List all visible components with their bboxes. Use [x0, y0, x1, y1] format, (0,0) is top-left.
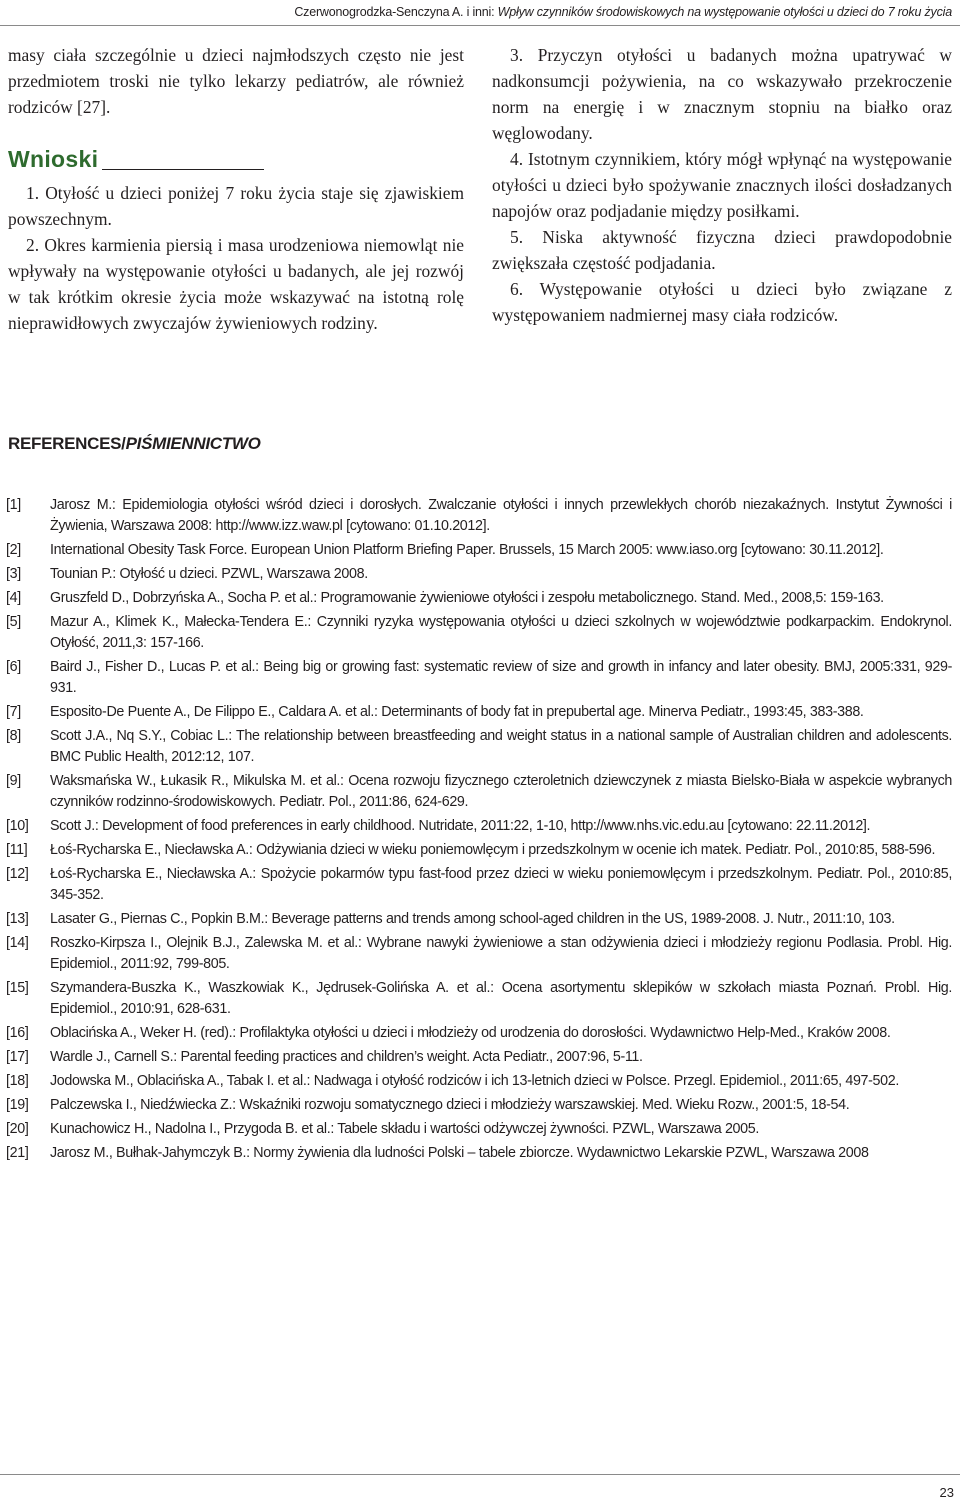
- reference-number: [10]: [6, 818, 29, 834]
- reference-number: [3]: [6, 566, 21, 582]
- reference-item: [0, 588, 960, 609]
- reference-item: [0, 978, 960, 1020]
- reference-item: [0, 816, 960, 837]
- reference-item: [0, 1071, 960, 1092]
- reference-number: [12]: [6, 866, 29, 882]
- reference-text: Oblacińska A., Weker H. (red).: Profilaktyka otyłości u dzieci i młodzieży od urodzenia do dorosłości. Wydawnictwo Help-Med., Kraków 2008.: [50, 1025, 891, 1041]
- reference-item: [0, 564, 960, 585]
- reference-text: Esposito-De Puente A., De Filippo E., Caldara A. et al.: Determinants of body fat in prepubertal age. Minerva Pediatr., 1993:45, 383-388.: [50, 704, 864, 720]
- reference-number: [11]: [6, 842, 28, 858]
- reference-item: [0, 495, 960, 537]
- reference-text: Gruszfeld D., Dobrzyńska A., Socha P. et al.: Programowanie żywieniowe otyłości i zespołu metabolicznego. Stand. Med., 2008,5: 159-163.: [50, 590, 884, 606]
- reference-number: [7]: [6, 704, 21, 720]
- reference-item: [0, 612, 960, 654]
- reference-item: [0, 1047, 960, 1068]
- reference-item: [0, 864, 960, 906]
- reference-item: [0, 702, 960, 723]
- reference-number: [15]: [6, 980, 29, 996]
- conclusion-item: 6. Występowanie otyłości u dzieci było związane z występowaniem nadmiernej masy ciała rodziców.: [492, 279, 952, 325]
- reference-number: [1]: [6, 497, 21, 513]
- right-column: [492, 42, 952, 328]
- references-heading-pl: PIŚMIENNICTWO: [125, 434, 261, 453]
- reference-item: [0, 540, 960, 561]
- reference-number: [8]: [6, 728, 21, 744]
- reference-number: [17]: [6, 1049, 29, 1065]
- reference-number: [21]: [6, 1145, 29, 1161]
- intro-paragraph: masy ciała szczególnie u dzieci najmłodszych często nie jest przedmiotem troski nie tylko lekarzy pediatrów, ale również rodziców [27].: [8, 45, 464, 117]
- reference-number: [2]: [6, 542, 21, 558]
- reference-number: [6]: [6, 659, 21, 675]
- reference-text: Kunachowicz H., Nadolna I., Przygoda B. et al.: Tabele składu i wartości odżywczej żywności. PZWL, Warszawa 2005.: [50, 1121, 759, 1137]
- reference-item: [0, 726, 960, 768]
- references-heading-en: REFERENCES/: [8, 434, 126, 453]
- conclusion-item: 4. Istotnym czynnikiem, który mógł wpłynąć na występowanie otyłości u dzieci było spożywanie znacznych ilości dosładzanych napojów oraz podjadanie między posiłkami.: [492, 149, 952, 221]
- reference-item: [0, 933, 960, 975]
- page-number: 23: [939, 1485, 954, 1500]
- footer-divider: [0, 1474, 960, 1475]
- running-head-title: Wpływ czynników środowiskowych na występowanie otyłości u dzieci do 7 roku życia: [497, 5, 952, 19]
- reference-number: [9]: [6, 773, 21, 789]
- reference-text: Palczewska I., Niedźwiecka Z.: Wskaźniki rozwoju somatycznego dzieci i młodzieży warszawskiej. Med. Wieku Rozw., 2001:5, 18-54.: [50, 1097, 850, 1113]
- reference-text: Baird J., Fisher D., Lucas P. et al.: Being big or growing fast: systematic review of size and growth in infancy and later obesity. BMJ, 2005:331, 929-931.: [50, 659, 952, 696]
- references-list: [0, 495, 960, 1167]
- reference-text: Lasater G., Piernas C., Popkin B.M.: Beverage patterns and trends among school-aged children in the US, 1989-2008. J. Nutr., 2011:10, 103.: [50, 911, 895, 927]
- reference-item: [0, 1143, 960, 1164]
- reference-number: [14]: [6, 935, 29, 951]
- reference-number: [5]: [6, 614, 21, 630]
- reference-item: [0, 1095, 960, 1116]
- reference-text: Jarosz M., Bułhak-Jahymczyk B.: Normy żywienia dla ludności Polski – tabele zbiorcze. Wydawnictwo Lekarskie PZWL, Warszawa 2008: [50, 1145, 869, 1161]
- reference-text: Łoś-Rycharska E., Niecławska A.: Spożycie pokarmów typu fast-food przez dzieci w wieku poniemowlęcym i przedszkolnym. Pediatr. Pol., 2010:85, 345-352.: [50, 866, 952, 903]
- conclusion-item: 1. Otyłość u dzieci poniżej 7 roku życia staje się zjawiskiem powszechnym.: [8, 183, 464, 229]
- reference-number: [13]: [6, 911, 29, 927]
- reference-item: [0, 657, 960, 699]
- reference-number: [19]: [6, 1097, 29, 1113]
- reference-text: Wardle J., Carnell S.: Parental feeding practices and children’s weight. Acta Pediatr., 2007:96, 5-11.: [50, 1049, 643, 1065]
- conclusions-heading: [8, 144, 464, 174]
- reference-text: Roszko-Kirpsza I., Olejnik B.J., Zalewska M. et al.: Wybrane nawyki żywieniowe a stan odżywienia dzieci i młodzieży regionu Podlasia. Probl. Hig. Epidemiol., 2011:92, 799-805.: [50, 935, 952, 972]
- reference-text: Scott J.: Development of food preferences in early childhood. Nutridate, 2011:22, 1-10, http://www.nhs.vic.edu.au [cytowano: 22.11.2012].: [50, 818, 871, 834]
- reference-text: Szymandera-Buszka K., Waszkowiak K., Jędrusek-Golińska A. et al.: Ocena asortymentu sklepików w szkołach miasta Poznań. Probl. Hig. Epidemiol., 2010:91, 628-631.: [50, 980, 952, 1017]
- reference-number: [16]: [6, 1025, 29, 1041]
- conclusion-item: 5. Niska aktywność fizyczna dzieci prawdopodobnie zwiększała częstość podjadania.: [492, 227, 952, 273]
- running-head: [0, 0, 960, 24]
- reference-number: [4]: [6, 590, 21, 606]
- references-heading: [8, 434, 261, 454]
- header-divider: [0, 25, 960, 26]
- reference-item: [0, 1023, 960, 1044]
- reference-text: Tounian P.: Otyłość u dzieci. PZWL, Warszawa 2008.: [50, 566, 368, 582]
- reference-text: Mazur A., Klimek K., Małecka-Tendera E.: Czynniki ryzyka występowania otyłości u dzieci szkolnych w województwie podkarpackim. Endokrynol. Otyłość, 2011,3: 157-166.: [50, 614, 952, 651]
- left-column: [8, 42, 464, 336]
- reference-text: Jarosz M.: Epidemiologia otyłości wśród dzieci i dorosłych. Zwalczanie otyłości i innych przewlekłych chorób niezakaźnych. Instytut Żywności i Żywienia, Warszawa 2008: http://www.izz.waw.pl [cytowano: 01.10.2012].: [50, 497, 952, 534]
- heading-underline: [102, 169, 264, 170]
- reference-item: [0, 1119, 960, 1140]
- reference-item: [0, 840, 960, 861]
- reference-item: [0, 909, 960, 930]
- conclusion-item: 3. Przyczyn otyłości u badanych można upatrywać w nadkonsumcji pożywienia, na co wskazywało przekroczenie norm na energię i w znacznym stopniu na białko oraz węglowodany.: [492, 45, 952, 143]
- conclusion-item: 2. Okres karmienia piersią i masa urodzeniowa niemowląt nie wpływały na występowanie otyłości u badanych, ale jej rozwój w tak krótkim okresie życia może wskazywać na istotną rolę nieprawidłowych zwyczajów żywieniowych rodziny.: [8, 235, 464, 333]
- reference-text: Waksmańska W., Łukasik R., Mikulska M. et al.: Ocena rozwoju fizycznego czteroletnich dziewczynek z miasta Bielsko-Biała w aspekcie wybranych czynników rodzinno-środowiskowych. Pediatr. Pol., 2011:86, 624-629.: [50, 773, 952, 810]
- conclusions-title: Wnioski: [8, 146, 99, 172]
- reference-number: [20]: [6, 1121, 29, 1137]
- reference-text: Łoś-Rycharska E., Niecławska A.: Odżywiania dzieci w wieku poniemowlęcym i przedszkolnym w ocenie ich matek. Pediatr. Pol., 2010:85, 588-596.: [50, 842, 936, 858]
- reference-text: Jodowska M., Oblacińska A., Tabak I. et al.: Nadwaga i otyłość rodziców i ich 13-letnich dzieci w Polsce. Przegl. Epidemiol., 2011:65, 497-502.: [50, 1073, 899, 1089]
- reference-item: [0, 771, 960, 813]
- reference-number: [18]: [6, 1073, 29, 1089]
- reference-text: International Obesity Task Force. European Union Platform Briefing Paper. Brussels, 15 March 2005: www.iaso.org [cytowano: 30.11.2012].: [50, 542, 884, 558]
- running-head-authors: Czerwonogrodzka-Senczyna A. i inni:: [294, 5, 498, 19]
- reference-text: Scott J.A., Nq S.Y., Cobiac L.: The relationship between breastfeeding and weight status in a national sample of Australian children and adolescents. BMC Public Health, 2012:12, 107.: [50, 728, 952, 765]
